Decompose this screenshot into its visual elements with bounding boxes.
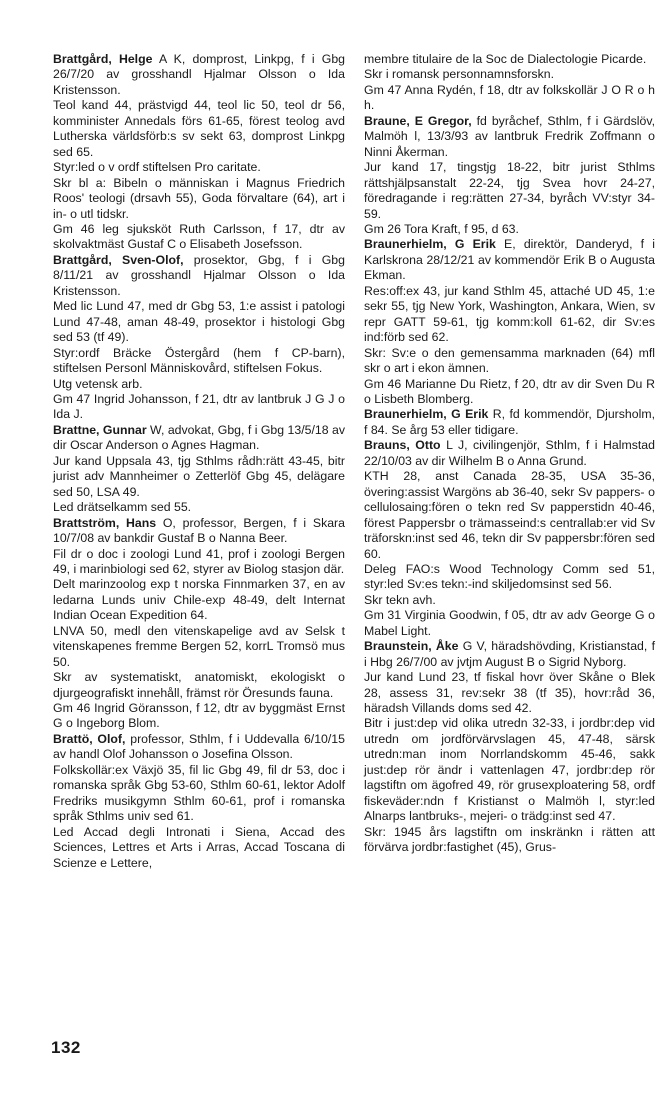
entry-text: Skr bl a: Bibeln o människan i Magnus Friedrich Roos' teologi (drsavh 55), Goda förvaltare (64), art i in- o utl tidskr. (53, 175, 345, 221)
entry-detail (53, 763, 345, 825)
entry-text: Led drätselkamm sed 55. (53, 500, 192, 515)
entry-text: professor, Sthlm, f i Uddevalla 6/10/15 av handl Olof Johansson o Josefina Olsson. (53, 731, 345, 762)
entry-text: Skr tekn avh. (364, 592, 436, 607)
entry-detail (364, 825, 655, 856)
entry-headword: Braune, E Gregor, (364, 113, 472, 128)
entry-headword: Brattström, Hans (53, 515, 157, 530)
entry-text: E, direktör, Danderyd, f i Karlskrona 28/12/21 av kommendör Erik B o Augusta Ekman. (364, 237, 656, 283)
entry-text: O, professor, Bergen, f i Skara 10/7/08 av bankdir Gustaf B o Nanna Beer. (53, 515, 345, 546)
entry-headword: Brauns, Otto (364, 438, 441, 453)
entry-detail (364, 83, 655, 114)
entry-headword: Braunstein, Åke (364, 639, 459, 654)
entry-detail (364, 67, 655, 82)
entry-text: Styr:led o v ordf stiftelsen Pro caritate. (53, 160, 261, 175)
entry-headword: Brattne, Gunnar (53, 422, 147, 437)
entry-detail (364, 469, 655, 562)
entry-text: W, advokat, Gbg, f i Gbg 13/5/18 av dir Oscar Anderson o Agnes Hagman. (53, 422, 345, 453)
entry-detail (53, 825, 345, 871)
entry-paragraph (364, 114, 655, 160)
entry-paragraph (364, 407, 655, 438)
entry-headword: Brattgård, Helge (53, 52, 153, 66)
entry-text: Gm 26 Tora Kraft, f 95, d 63. (364, 221, 519, 236)
entry-detail (364, 593, 655, 608)
entry-text: Gm 47 Ingrid Johansson, f 21, dtr av lantbruk J G J o Ida J. (53, 391, 345, 422)
entry-detail (364, 562, 655, 593)
entry-text: KTH 28, anst Canada 28-35, USA 35-36, övering:assist Wargöns ab 36-40, sekr Sv pappers- o cellulosaing:fören o tekn red Sv papperstidn 40-46, förest Pappersbr o trämasseind:s centrallab:er vid Sv träforskn:inst sed 46, tekn dir Sv pappersbr:fören sed 60. (364, 469, 655, 561)
page-number: 132 (51, 1038, 81, 1057)
right-column (364, 52, 655, 856)
entry-text: Folkskollär:ex Växjö 35, fil lic Gbg 49, fil dr 53, doc i romanska språk Gbg 53-60, Sthlm 60-61, lektor Adolf Fredriks musikgymn Sthlm 60-61, prof i romanska språk Sthlms univ sed 61. (53, 762, 345, 824)
entry-text: Jur kand Lund 23, tf fiskal hovr över Skåne o Blek 28, assess 31, rev:sekr 38 (tf 35), hovr:råd 36, häradsh Villands doms sed 42. (364, 670, 655, 716)
entry-paragraph (53, 253, 345, 299)
entry-detail (53, 377, 345, 392)
entry-text: Gm 47 Anna Rydén, f 18, dtr av folkskollär J O R o h h. (364, 82, 655, 113)
entry-text: G V, häradshövding, Kristianstad, f i Hbg 26/7/00 av jvtjm August B o Sigrid Nyborg. (364, 639, 655, 669)
entry-detail (364, 670, 655, 716)
entry-paragraph (364, 237, 655, 283)
entry-detail (53, 222, 345, 253)
entry-detail (53, 624, 345, 670)
entry-text: Utg vetensk arb. (53, 376, 143, 391)
entry-detail (53, 701, 345, 732)
entry-detail (53, 547, 345, 578)
entry-text: Bitr i just:dep vid olika utredn 32-33, i jordbr:dep vid utredn om jordförvärvslagen 45, 47-48, särsk utredn:man inom Norrlandskomm 45-46, sakk just:dep rör ändr i vattenlagen 47, jordbr:dep rör lagstiftn om ägofred 49, rör grusexploatering 58, ordf fiskeväder:ndn f Kristianst o Malmöh l, styr:led Alnarps lantbruks-, mejeri- o trädg:inst sed 47. (364, 716, 655, 824)
entry-text: Gm 46 Ingrid Göransson, f 12, dtr av byggmäst Ernst G o Ingeborg Blom. (53, 701, 345, 731)
entry-detail (53, 577, 345, 623)
entry-paragraph (53, 516, 345, 547)
entry-text: Fil dr o doc i zoologi Lund 41, prof i zoologi Bergen 49, i marinbiologi sed 62, styrer av Biolog stasjon där. (53, 546, 345, 576)
entry-headword: Brattö, Olof, (53, 731, 126, 746)
entry-text: prosektor, Gbg, f i Gbg 8/11/21 av grosshandl Hjalmar Olsson o Ida Kristensson. (53, 252, 345, 298)
entry-text: Gm 46 leg sjuksköt Ruth Carlsson, f 17, dtr av skolvaktmäst Gustaf C o Elisabeth Josefsson. (53, 221, 345, 252)
entry-text: Med lic Lund 47, med dr Gbg 53, 1:e assist i patologi Lund 47-48, aman 48-49, prosektor i histologi Gbg sed 53 (tf 49). (53, 299, 345, 345)
entry-detail (53, 299, 345, 345)
entry-detail (53, 160, 345, 175)
entry-paragraph (53, 732, 345, 763)
entry-detail (364, 222, 655, 237)
entry-text: Skr: Sv:e o den gemensamma marknaden (64) mfl skr o art i ekon ämnen. (364, 345, 655, 376)
entry-detail (364, 608, 655, 639)
entry-detail (53, 176, 345, 222)
entry-text: Delt marinzoolog exp t norska Finnmarken 37, en av ledarna Lunds univ Chile-exp 48-49, delt Internat Indian Ocean Expedition 64. (53, 577, 345, 623)
entry-headword: Brattgård, Sven-Olof, (53, 252, 184, 267)
entry-text: Skr i romansk personnamnsforskn. (364, 67, 554, 82)
entry-text: Gm 31 Virginia Goodwin, f 05, dtr av adv George G o Mabel Light. (364, 608, 655, 638)
entry-detail (53, 500, 345, 515)
entry-text: L J, civilingenjör, Sthlm, f i Halmstad 22/10/03 av dir Wilhelm B o Anna Grund. (364, 438, 655, 468)
entry-text: Styr:ordf Bräcke Östergård (hem f CP-barn), stiftelsen Personl Människovård, stiftelsen Fokus. (53, 345, 345, 376)
entry-paragraph (53, 52, 345, 98)
entry-detail (364, 160, 655, 222)
entry-detail (364, 716, 655, 824)
entry-text: fd byråchef, Sthlm, f i Gärdslöv, Malmöh l, 13/3/93 av lantbruk Fredrik Zoffmann o Ninni Åkerman. (364, 113, 655, 159)
entry-detail (364, 346, 655, 377)
entry-detail (53, 454, 345, 500)
left-column (53, 52, 345, 871)
entry-text: Res:off:ex 43, jur kand Sthlm 45, attaché UD 45, 1:e sekr 55, tjg New York, Washington, Ankara, Wien, sv repr GATT 59-61, tjg komm:koll 61-62, dir Sv:es ind:förb sed 62. (364, 283, 655, 345)
entry-text: LNVA 50, medl den vitenskapelige avd av Selsk t vitenskapenes fremme Bergen 52, korrL Tromsö mus 50. (53, 623, 345, 669)
entry-text: Teol kand 44, prästvigd 44, teol lic 50, teol dr 56, komminister Annedals förs 61-65, förest teolog avd Lutherska världsförb:s sv sekt 63, domprost Linkpg sed 65. (53, 98, 345, 159)
entry-headword: Braunerhielm, G Erik (364, 407, 489, 422)
entry-detail (53, 346, 345, 377)
entry-detail (53, 392, 345, 423)
entry-detail (364, 52, 655, 67)
entry-headword: Braunerhielm, G Erik (364, 237, 496, 252)
entry-text: Skr: 1945 års lagstiftn om inskränkn i rätten att förvärva jordbr:fastighet (45), Grus- (364, 824, 655, 855)
entry-paragraph (364, 438, 655, 469)
entry-detail (53, 98, 345, 160)
entry-text: R, fd kommendör, Djursholm, f 84. Se årg 53 eller tidigare. (364, 407, 655, 437)
entry-text: membre titulaire de la Soc de Dialectologie Picarde. (364, 52, 647, 66)
entry-text: A K, domprost, Linkpg, f i Gbg 26/7/20 av grosshandl Hjalmar Olsson o Ida Kristensson. (53, 52, 345, 97)
entry-text: Gm 46 Marianne Du Rietz, f 20, dtr av dir Sven Du R o Lisbeth Blomberg. (364, 376, 655, 406)
entry-paragraph (364, 639, 655, 670)
entry-detail (364, 284, 655, 346)
entry-text: Led Accad degli Intronati i Siena, Accad des Sciences, Lettres et Arts i Arras, Accad Toscana di Scienze e Lettere, (53, 824, 345, 870)
entry-text: Jur kand Uppsala 43, tjg Sthlms rådh:rätt 43-45, bitr jurist adv Mannheimer o Zetterlöf Gbg 45, delägare sed 50, LSA 49. (53, 453, 345, 499)
entry-detail (364, 377, 655, 408)
entry-text: Jur kand 17, tingstjg 18-22, bitr jurist Sthlms rättshjälpsanstalt 22-24, tjg Svea hovr 24-27, föredragande i reg:rätten 27-34, byråch VV:styr 34-59. (364, 160, 655, 221)
entry-paragraph (53, 423, 345, 454)
entry-text: Skr av systematiskt, anatomiskt, ekologiskt o djurgeografiskt innehåll, främst rör Öresunds fauna. (53, 670, 345, 700)
entry-text: Deleg FAO:s Wood Technology Comm sed 51, styr:led Sv:es tekn:-ind skiljedomsinst sed 56. (364, 561, 655, 592)
entry-detail (53, 670, 345, 701)
